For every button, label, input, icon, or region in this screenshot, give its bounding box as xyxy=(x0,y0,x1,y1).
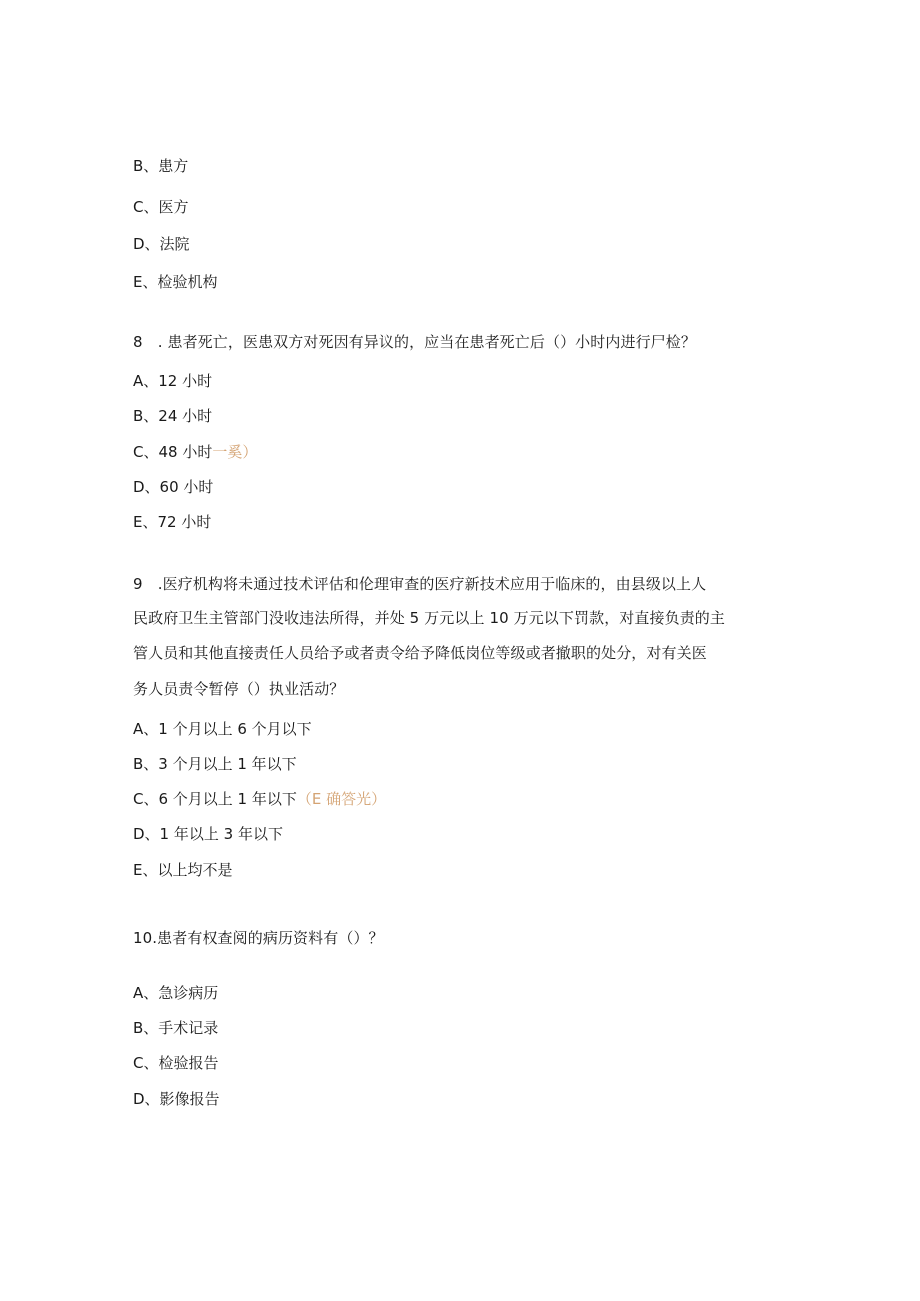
q10-question: 10.患者有权查阅的病历资料有（）？ xyxy=(133,929,384,947)
q9-option-c xyxy=(133,789,386,809)
q10-option-c: C、检验报告 xyxy=(133,1054,219,1072)
q9-question-line-1: 9 .医疗机构将未通过技术评估和伦理审查的医疗新技术应用于临床的，由县级以上人 xyxy=(133,575,707,593)
q9-option-a: A、1 个月以上 6 个月以下 xyxy=(133,720,312,738)
q7-option-c: C、医方 xyxy=(133,198,189,216)
q8-option-e: E、72 小时 xyxy=(133,513,212,531)
q8-option-c-text: C、48 小时 xyxy=(133,443,213,461)
q9-option-d: D、1 年以上 3 年以下 xyxy=(133,825,283,843)
q7-option-d: D、法院 xyxy=(133,235,190,253)
q9-question-line-2: 民政府卫生主管部门没收违法所得，并处 5 万元以上 10 万元以下罚款，对直接负责的主 xyxy=(133,609,726,627)
q7-option-e: E、检验机构 xyxy=(133,273,218,291)
q8-option-d: D、60 小时 xyxy=(133,478,214,496)
q8-option-a: A、12 小时 xyxy=(133,372,213,390)
q7-option-b: B、患方 xyxy=(133,157,189,175)
q9-option-c-text: C、6 个月以上 1 年以下 xyxy=(133,790,297,808)
q8-option-c xyxy=(133,442,257,462)
q8-option-b: B、24 小时 xyxy=(133,407,213,425)
q9-option-c-note: （E 确答光） xyxy=(296,790,387,808)
q9-option-e: E、以上均不是 xyxy=(133,861,233,879)
q10-option-d: D、影像报告 xyxy=(133,1090,220,1108)
q9-option-b: B、3 个月以上 1 年以下 xyxy=(133,755,297,773)
q8-question: 8 . 患者死亡，医患双方对死因有异议的，应当在患者死亡后（）小时内进行尸检？ xyxy=(133,333,696,351)
q8-option-c-note: 一奚） xyxy=(212,443,258,461)
q9-question-line-4: 务人员责令暂停（）执业活动？ xyxy=(133,680,345,698)
q10-option-b: B、手术记录 xyxy=(133,1019,219,1037)
q10-option-a: A、急诊病历 xyxy=(133,984,219,1002)
q9-question-line-3: 管人员和其他直接责任人员给予或者责令给予降低岗位等级或者撤职的处分，对有关医 xyxy=(133,644,707,662)
